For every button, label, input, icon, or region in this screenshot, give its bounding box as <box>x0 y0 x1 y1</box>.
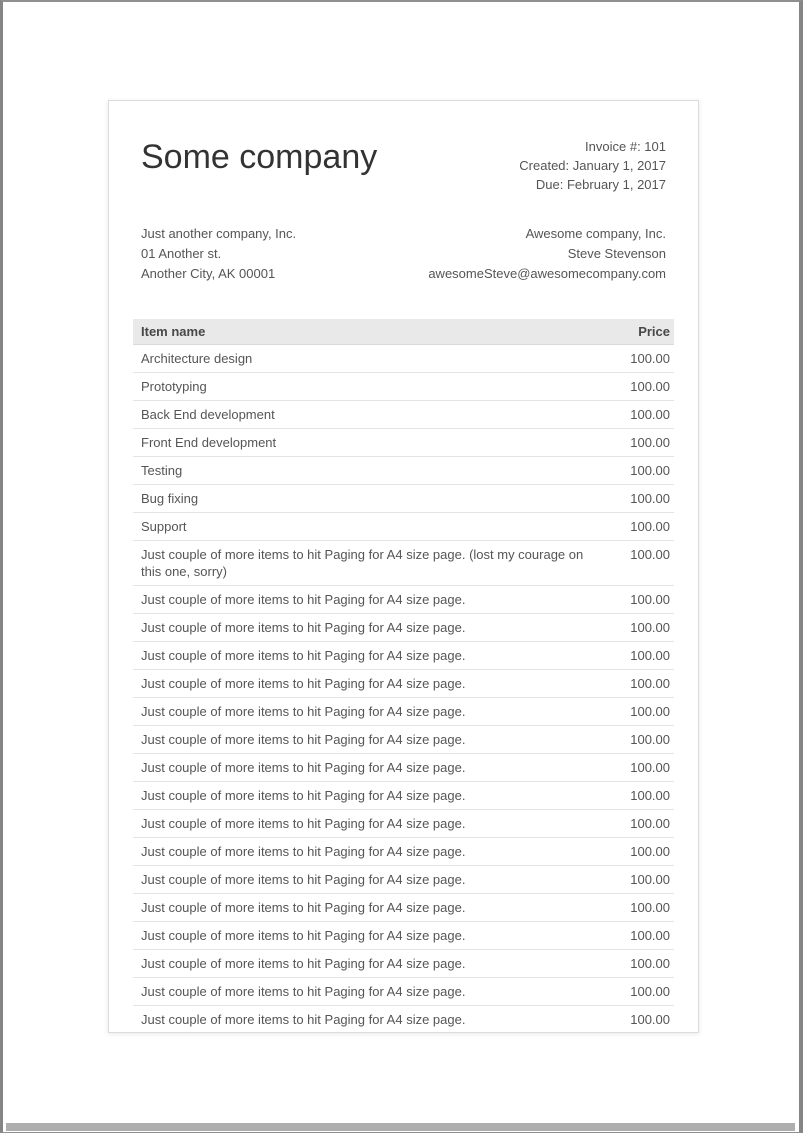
to-company: Awesome company, Inc. <box>525 226 666 241</box>
item-price-cell: 100.00 <box>602 1006 674 1034</box>
item-price-cell: 100.00 <box>602 541 674 586</box>
item-price-cell: 100.00 <box>602 866 674 894</box>
item-name-cell: Just couple of more items to hit Paging for A4 size page. <box>133 838 602 866</box>
item-price-cell: 100.00 <box>602 513 674 541</box>
item-price-cell: 100.00 <box>602 894 674 922</box>
item-price-cell: 100.00 <box>602 614 674 642</box>
table-row <box>133 513 674 541</box>
item-price-cell: 100.00 <box>602 345 674 373</box>
item-name-cell: Front End development <box>133 429 602 457</box>
item-name-cell: Just couple of more items to hit Paging for A4 size page. <box>133 670 602 698</box>
table-row <box>133 642 674 670</box>
item-name-cell: Support <box>133 513 602 541</box>
item-price-cell: 100.00 <box>602 670 674 698</box>
item-price-cell: 100.00 <box>602 754 674 782</box>
horizontal-scrollbar[interactable] <box>6 1123 795 1131</box>
table-row <box>133 541 674 586</box>
invoice-due-date: Due: February 1, 2017 <box>535 177 666 192</box>
item-price-cell: 100.00 <box>602 726 674 754</box>
table-row <box>133 754 674 782</box>
item-price-cell: 100.00 <box>602 429 674 457</box>
table-row <box>133 726 674 754</box>
from-city: Another City, AK 00001 <box>141 266 276 281</box>
table-row <box>133 457 674 485</box>
table-row <box>133 429 674 457</box>
item-name-cell: Just couple of more items to hit Paging for A4 size page. <box>133 754 602 782</box>
item-price-cell: 100.00 <box>602 978 674 1006</box>
item-price-cell: 100.00 <box>602 373 674 401</box>
item-name-cell: Just couple of more items to hit Paging for A4 size page. <box>133 950 602 978</box>
table-row <box>133 894 674 922</box>
table-row <box>133 698 674 726</box>
item-price-cell: 100.00 <box>602 698 674 726</box>
item-price-cell: 100.00 <box>602 642 674 670</box>
item-name-cell: Prototyping <box>133 373 602 401</box>
table-row <box>133 401 674 429</box>
item-name-cell: Just couple of more items to hit Paging for A4 size page. <box>133 978 602 1006</box>
item-name-cell: Just couple of more items to hit Paging for A4 size page. <box>133 614 602 642</box>
item-name-cell: Just couple of more items to hit Paging for A4 size page. <box>133 726 602 754</box>
item-name-cell: Just couple of more items to hit Paging for A4 size page. <box>133 894 602 922</box>
item-name-cell: Just couple of more items to hit Paging for A4 size page. <box>133 922 602 950</box>
items-header-row <box>133 319 674 345</box>
from-street: 01 Another st. <box>141 246 222 261</box>
table-row <box>133 1006 674 1034</box>
item-price-cell: 100.00 <box>602 950 674 978</box>
table-row <box>133 485 674 513</box>
to-contact: Steve Stevenson <box>567 246 666 261</box>
items-table <box>133 319 674 1033</box>
invoice-meta <box>519 137 666 194</box>
table-row <box>133 670 674 698</box>
item-name-cell: Just couple of more items to hit Paging for A4 size page. <box>133 866 602 894</box>
item-price-cell: 100.00 <box>602 810 674 838</box>
table-row <box>133 978 674 1006</box>
invoice-header <box>133 137 674 194</box>
item-name-cell: Back End development <box>133 401 602 429</box>
from-address <box>141 224 296 284</box>
invoice-number: Invoice #: 101 <box>585 139 666 154</box>
table-row <box>133 345 674 373</box>
invoice-created-date: Created: January 1, 2017 <box>519 158 666 173</box>
items-body <box>133 345 674 1034</box>
table-row <box>133 866 674 894</box>
item-name-cell: Bug fixing <box>133 485 602 513</box>
item-name-header: Item name <box>133 319 602 345</box>
item-price-cell: 100.00 <box>602 782 674 810</box>
to-email: awesomeSteve@awesomecompany.com <box>428 266 666 281</box>
item-name-cell: Just couple of more items to hit Paging for A4 size page. <box>133 642 602 670</box>
invoice-page <box>108 100 699 1033</box>
item-name-cell: Just couple of more items to hit Paging for A4 size page. <box>133 782 602 810</box>
item-name-cell: Testing <box>133 457 602 485</box>
table-row <box>133 586 674 614</box>
table-row <box>133 782 674 810</box>
item-name-cell: Just couple of more items to hit Paging for A4 size page. <box>133 586 602 614</box>
company-name: Some company <box>141 138 378 176</box>
table-row <box>133 373 674 401</box>
item-price-cell: 100.00 <box>602 457 674 485</box>
item-name-cell: Just couple of more items to hit Paging for A4 size page. <box>133 698 602 726</box>
item-name-cell: Architecture design <box>133 345 602 373</box>
item-name-cell: Just couple of more items to hit Paging for A4 size page. (lost my courage on this one, sorry) <box>133 541 602 586</box>
item-name-cell: Just couple of more items to hit Paging for A4 size page. <box>133 1006 602 1034</box>
from-company: Just another company, Inc. <box>141 226 297 241</box>
table-row <box>133 838 674 866</box>
table-row <box>133 950 674 978</box>
table-row <box>133 810 674 838</box>
item-price-cell: 100.00 <box>602 838 674 866</box>
table-row <box>133 922 674 950</box>
item-name-cell: Just couple of more items to hit Paging for A4 size page. <box>133 810 602 838</box>
item-price-cell: 100.00 <box>602 485 674 513</box>
price-header: Price <box>602 319 674 345</box>
to-address <box>428 224 666 284</box>
table-row <box>133 614 674 642</box>
item-price-cell: 100.00 <box>602 586 674 614</box>
parties-section <box>133 224 674 284</box>
item-price-cell: 100.00 <box>602 922 674 950</box>
item-price-cell: 100.00 <box>602 401 674 429</box>
